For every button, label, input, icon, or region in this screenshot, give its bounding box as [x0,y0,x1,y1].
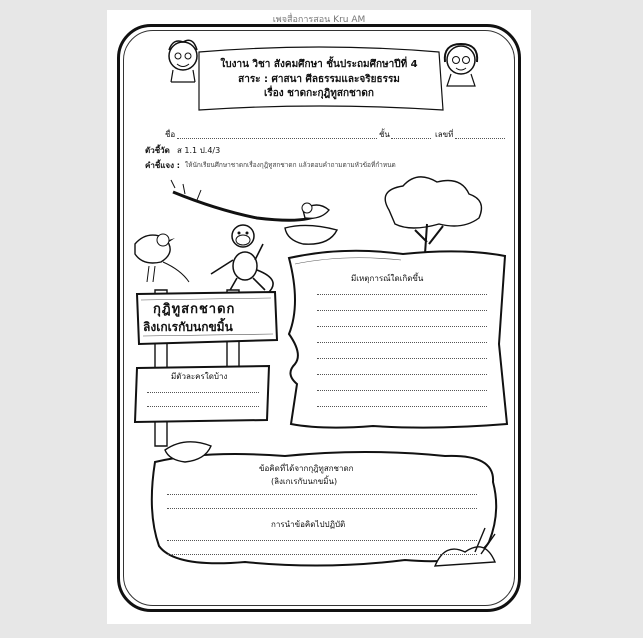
events-answer-line-6[interactable] [317,374,487,375]
events-answer-line-5[interactable] [317,358,487,359]
characters-answer-line-1[interactable] [147,392,259,393]
number-field[interactable] [455,138,505,139]
indicator-label: ตัวชี้วัด [145,146,170,155]
events-answer-line-1[interactable] [317,294,487,295]
worksheet-page [107,10,531,624]
apply-question: การนำข้อคิดไปปฏิบัติ [271,520,346,529]
lesson-answer-line-1[interactable] [167,494,477,495]
indicator-value: ส 1.1 ป.4/3 [177,146,221,155]
events-answer-line-3[interactable] [317,326,487,327]
events-question: มีเหตุการณ์ใดเกิดขึ้น [351,274,424,283]
characters-answer-line-2[interactable] [147,406,259,407]
events-answer-line-7[interactable] [317,390,487,391]
name-label: ชื่อ [165,130,176,139]
class-field[interactable] [391,138,431,139]
apply-answer-line-1[interactable] [167,540,477,541]
lesson-question-subtitle: (ลิงเกเรกับนกขมิ้น) [271,477,338,486]
header-strand: สาระ : ศาสนา ศีลธรรมและจริยธรรม [238,74,400,85]
lesson-answer-line-2[interactable] [167,508,477,509]
number-label: เลขที่ [435,130,454,139]
events-answer-line-8[interactable] [317,406,487,407]
lesson-question: ข้อคิดที่ได้จากกุฎิทูสกชาดก [259,464,354,473]
class-label: ชั้น [379,130,390,139]
header-topic: เรื่อง ชาดกะกุฎิทูสกชาดก [264,88,374,99]
watermark: เพจสื่อการสอน Kru AM [272,15,366,25]
name-field[interactable] [177,138,377,139]
events-answer-line-4[interactable] [317,342,487,343]
sign-title: กุฎิทูสกชาดก [153,302,236,317]
characters-question: มีตัวละครใดบ้าง [171,372,228,381]
instruction-label: คำชี้แจง : [145,161,181,170]
header-title: ใบงาน วิชา สังคมศึกษา ชั้นประถมศึกษาปีที่ 4 [220,59,418,70]
events-answer-line-2[interactable] [317,310,487,311]
apply-answer-line-2[interactable] [167,554,477,555]
sign-subtitle: ลิงเกเรกับนกขมิ้น [143,320,233,334]
instruction-text: ให้นักเรียนศึกษาชาดกเรื่องกุฎิทูสกชาดก แล้วตอบคำถามตามหัวข้อที่กำหนด [185,161,396,169]
